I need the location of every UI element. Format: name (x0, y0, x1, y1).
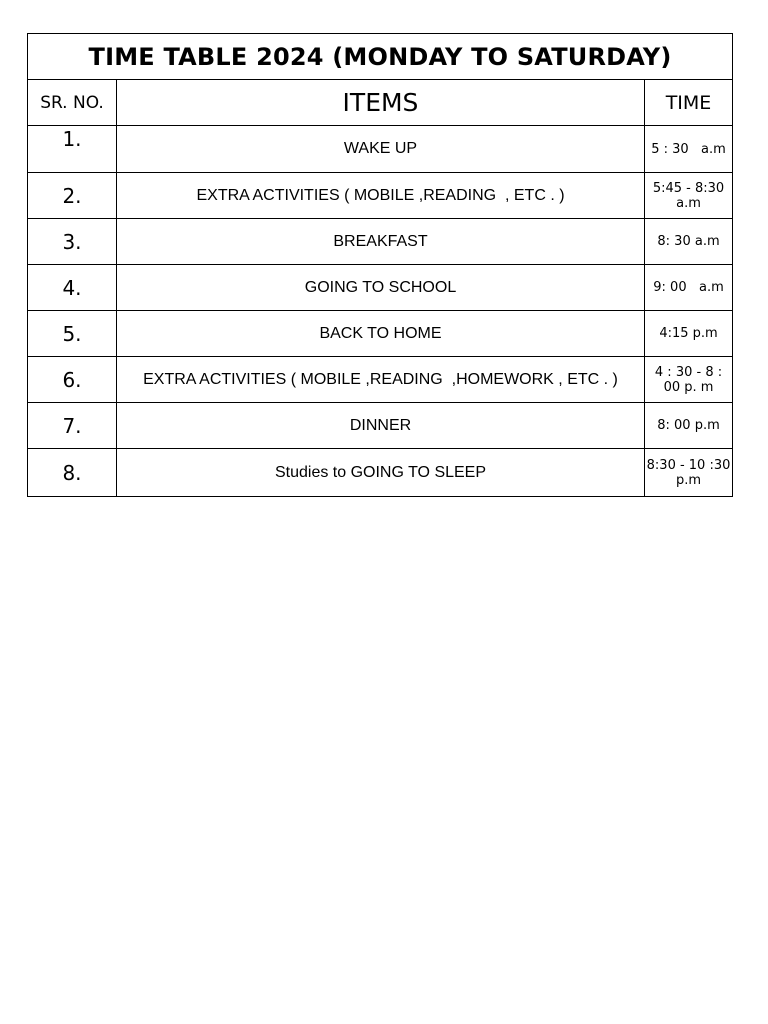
sr-number: 7. (28, 403, 117, 449)
sr-number: 8. (28, 449, 117, 497)
time-text: 8: 00 p.m (645, 403, 733, 449)
time-text: 4 : 30 - 8 : 00 p. m (645, 357, 733, 403)
time-text: 9: 00 a.m (645, 265, 733, 311)
table-row (28, 449, 733, 497)
header-row (28, 80, 733, 126)
sr-number: 5. (28, 311, 117, 357)
timetable-title: TIME TABLE 2024 (MONDAY TO SATURDAY) (28, 34, 733, 80)
time-text: 5 : 30 a.m (645, 126, 733, 173)
item-text: EXTRA ACTIVITIES ( MOBILE ,READING ,HOMEWORK , ETC . ) (117, 357, 645, 403)
item-text: BACK TO HOME (117, 311, 645, 357)
item-text: DINNER (117, 403, 645, 449)
time-text: 5:45 - 8:30 a.m (645, 173, 733, 219)
header-sr-no: SR. NO. (28, 80, 117, 126)
item-text: BREAKFAST (117, 219, 645, 265)
table-row (28, 173, 733, 219)
item-text: EXTRA ACTIVITIES ( MOBILE ,READING , ETC . ) (117, 173, 645, 219)
sr-number: 4. (28, 265, 117, 311)
title-row (28, 34, 733, 80)
table-row (28, 219, 733, 265)
sr-number: 1. (28, 126, 117, 173)
table-row (28, 126, 733, 173)
time-text: 8:30 - 10 :30 p.m (645, 449, 733, 497)
sr-number: 6. (28, 357, 117, 403)
time-text: 4:15 p.m (645, 311, 733, 357)
table-row (28, 311, 733, 357)
sr-number: 3. (28, 219, 117, 265)
table-row (28, 265, 733, 311)
time-text: 8: 30 a.m (645, 219, 733, 265)
table-row (28, 403, 733, 449)
header-time: TIME (645, 80, 733, 126)
table-row (28, 357, 733, 403)
timetable (27, 33, 733, 497)
item-text: WAKE UP (117, 126, 645, 173)
sr-number: 2. (28, 173, 117, 219)
item-text: GOING TO SCHOOL (117, 265, 645, 311)
item-text: Studies to GOING TO SLEEP (117, 449, 645, 497)
header-items: ITEMS (117, 80, 645, 126)
